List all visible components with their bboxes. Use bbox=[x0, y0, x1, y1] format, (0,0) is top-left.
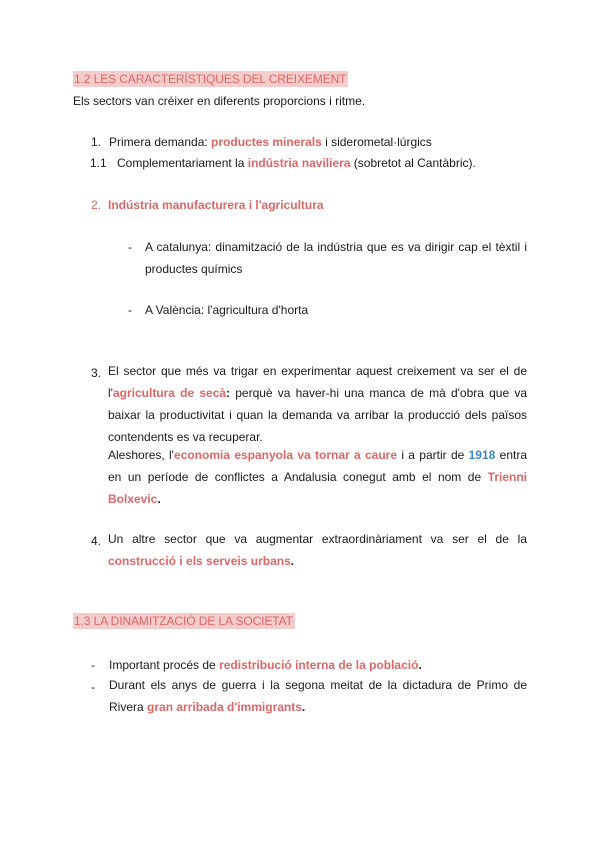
sub-item-catalunya: A catalunya: dinamització de la indústria que es va dirigir cap el tèxtil i productes químics bbox=[145, 240, 527, 276]
highlight-immigrants: gran arribada d'immigrants bbox=[147, 700, 302, 714]
list-number-3: 3. bbox=[91, 366, 102, 380]
intro-text: Els sectors van créixer en diferents proporcions i ritme. bbox=[73, 94, 366, 108]
highlight-year-1918: 1918 bbox=[468, 448, 496, 462]
sub-bullet-dash-2: - bbox=[128, 303, 132, 317]
bullet-dash-2: - bbox=[91, 680, 95, 694]
highlight-construccio: construcció i els serveis urbans bbox=[108, 554, 291, 568]
highlight-economia-espanyola: economia espanyola va tornar a caure bbox=[173, 448, 397, 462]
list-number-4: 4. bbox=[91, 534, 102, 548]
list-item-3-paragraph-2: Aleshores, l'economia espanyola va tornar a caure i a partir de 1918 entra en un període de conflictes a Andalusia conegut amb el nom de Trienni Bolxevic. bbox=[108, 448, 527, 506]
bullet-dash-1: - bbox=[91, 658, 95, 672]
list-number-1: 1. bbox=[91, 135, 102, 149]
highlight-redistribucio: redistribució interna de la població bbox=[219, 658, 419, 672]
section-heading-1-2: 1.2 LES CARACTERÍSTIQUES DEL CREIXEMENT bbox=[74, 72, 347, 86]
bullet-immigrants: Durant els anys de guerra i la segona meitat de la dictadura de Primo de Rivera gran arribada d'immigrants. bbox=[109, 678, 527, 714]
highlight-productes-minerals: productes minerals bbox=[211, 135, 322, 149]
list-item-4: Un altre sector que va augmentar extraordinàriament va ser el de la construcció i els serveis urbans. bbox=[108, 532, 527, 568]
bullet-redistribucio: Important procés de redistribució interna de la població. bbox=[109, 658, 422, 672]
list-number-1-1: 1.1 bbox=[90, 156, 107, 170]
list-item-2: Indústria manufacturera i l'agricultura bbox=[108, 198, 324, 212]
list-item-1: Primera demanda: productes minerals i siderometal·lúrgics bbox=[109, 135, 432, 149]
list-item-1-1: Complementariament la indústria naviliera (sobretot al Cantàbric). bbox=[117, 156, 476, 170]
section-heading-1-3: 1.3 LA DINAMITZACIÓ DE LA SOCIETAT bbox=[74, 614, 293, 628]
highlight-industria-naviliera: indústria naviliera bbox=[247, 156, 351, 170]
highlight-agricultura-seca: agricultura de secà bbox=[112, 386, 227, 400]
sub-item-valencia: A València: l'agricultura d'horta bbox=[145, 303, 309, 317]
sub-bullet-dash-1: - bbox=[128, 240, 132, 254]
highlight-trienni-bolxevic: Trienni Bolxevic bbox=[108, 470, 527, 506]
list-item-3: El sector que més va trigar en experimentar aquest creixement va ser el de l'agricultura de secà: perquè va haver-hi una manca de mà d'obra que va baixar la productivitat i quan la demanda va arribar la producció dels països contendents es va recuperar. bbox=[108, 364, 527, 444]
list-number-2: 2. bbox=[91, 198, 102, 212]
